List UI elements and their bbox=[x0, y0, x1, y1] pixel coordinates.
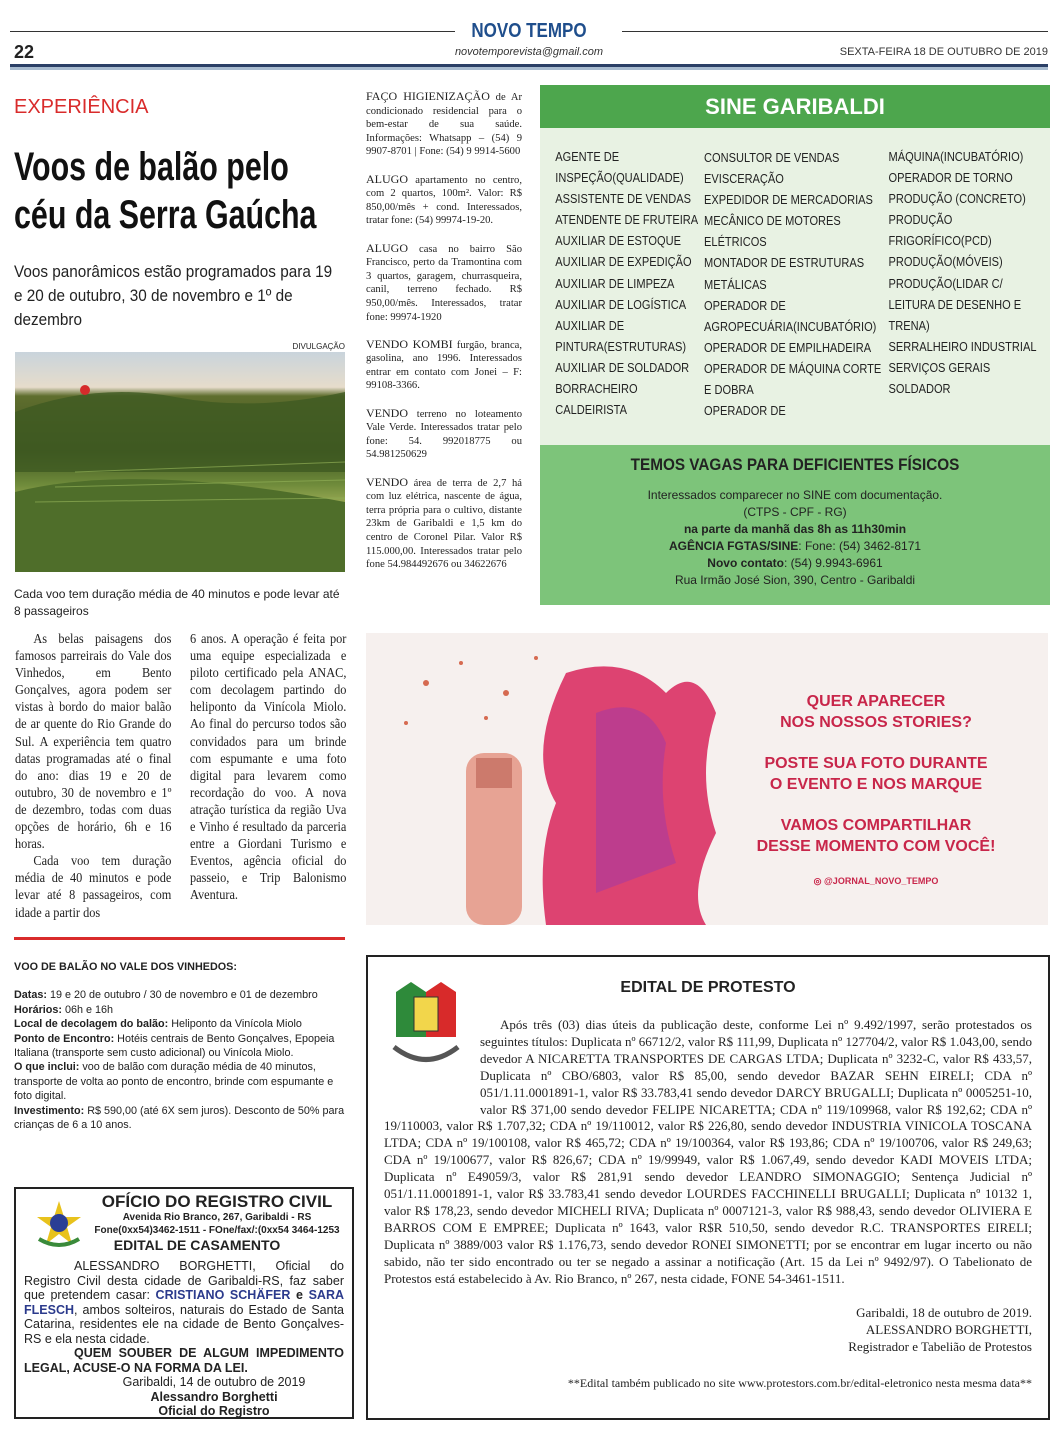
job-listing: OPERADOR DE EMPILHADEIRA bbox=[704, 339, 872, 355]
job-listing: AUXILIAR DE LIMPEZA bbox=[555, 275, 675, 291]
conjunction: e bbox=[290, 1288, 309, 1302]
job-listing: CALDEIRISTA bbox=[555, 402, 627, 418]
classified-text: terreno no loteamento Vale Verde. Interessados tratar pelo fone: 54. 992018775 ou 54.981250629 bbox=[366, 408, 522, 461]
classified-ad bbox=[366, 242, 522, 325]
pcd-docs: (CTPS - CPF - RG) bbox=[743, 505, 847, 519]
job-listing: ASSISTENTE DE VENDAS bbox=[555, 191, 692, 207]
job-listing: E DOBRA bbox=[704, 382, 754, 398]
stories-advertisement[interactable] bbox=[366, 633, 1048, 925]
contact-phone: : (54) 9.9943-6961 bbox=[783, 556, 883, 570]
info-item bbox=[14, 1017, 349, 1031]
job-listing: PINTURA(ESTRUTURAS) bbox=[555, 338, 687, 354]
classified-lead: ALUGO bbox=[366, 171, 408, 186]
info-value: Heliponto da Vinícola Miolo bbox=[168, 1018, 302, 1031]
edital-title: EDITAL DE PROTESTO bbox=[620, 979, 796, 996]
job-listing: SERVIÇOS GERAIS bbox=[888, 359, 991, 375]
edital-protesto-notice bbox=[366, 955, 1050, 1420]
notice-text: ALESSANDRO BORGHETTI, Oficial do Registro Civil desta cidade de Garibaldi-RS, faz saber que pretendem casar: bbox=[24, 1259, 344, 1302]
job-listing: OPERADOR DE bbox=[704, 403, 786, 419]
vineyard-photo bbox=[15, 352, 345, 572]
classified-lead: VENDO bbox=[366, 405, 408, 420]
classified-ad bbox=[366, 407, 522, 462]
article-paragraph: 6 anos. A operação é feita por uma equipe especializada e piloto certificado pela ANAC, com decolagem partindo do heliponto da Vinícola Miolo. Ao final do percurso todos são convidados para um brinde com espumante e uma foto digital para levarem como recordação do voo. A nova atração turística da região Uva e Vinho é resultado da parceria entre a Giordani Turismo e Eventos, agência oficial do passeio, e Trip Balonismo Aventura. bbox=[190, 631, 347, 903]
job-listing: INSPEÇÃO(QUALIDADE) bbox=[555, 170, 684, 186]
classified-lead: ALUGO bbox=[366, 240, 408, 255]
job-listing: AUXILIAR DE LOGÍSTICA bbox=[555, 296, 687, 312]
jobs-column-1 bbox=[555, 146, 704, 421]
ad-line: O EVENTO E NOS MARQUE bbox=[769, 776, 983, 793]
edital-signer: ALESSANDRO BORGHETTI, bbox=[865, 1321, 1032, 1337]
info-label: Local de decolagem do balão: bbox=[14, 1018, 169, 1031]
info-label: O que inclui: bbox=[14, 1061, 80, 1074]
notice-subtitle: EDITAL DE CASAMENTO bbox=[113, 1237, 281, 1253]
job-listing: METÁLICAS bbox=[704, 276, 767, 292]
info-label: Horários: bbox=[14, 1003, 62, 1016]
classified-text: furgão, branca, gasolina, ano 1996. Interessados entrar em contato com Jonei – F: 99108-3366. bbox=[366, 339, 523, 392]
job-listing: FRIGORÍFICO(PCD) bbox=[888, 233, 992, 249]
divider bbox=[14, 937, 345, 940]
info-value: R$ 590,00 (até 6X sem juros). Desconto de 50% para crianças de 6 a 10 anos. bbox=[14, 1104, 345, 1132]
article-headline: Voos de balão pelo céu da Serra Gaúcha bbox=[14, 145, 317, 237]
photo-credit: DIVULGAÇÃO bbox=[292, 342, 345, 351]
notice-title: OFÍCIO DO REGISTRO CIVIL bbox=[101, 1192, 333, 1211]
job-listing: TRENA) bbox=[888, 317, 930, 333]
article-paragraph: As belas paisagens dos famosos parreirais do Vale dos Vinhedos, em Bento Gonçalves, agora podem ser vistas à bordo do maior balão de ar quente do Rio Grande do Sul. A experiência tem quatro datas programadas até o final do ano: dias 19 e 20 de outubro, 30 de novembro e 1º de dezembro, todas com duas opções de horário, 6h e 16 horas. bbox=[15, 631, 172, 852]
job-listing: PRODUÇÃO bbox=[888, 212, 953, 228]
ad-line: VAMOS COMPARTILHAR bbox=[780, 817, 972, 834]
sine-title: SINE GARIBALDI bbox=[540, 85, 1050, 128]
article-subtitle: Voos panorâmicos estão programados para 19 e 20 de outubro, 30 de novembro e 1º de dezembro bbox=[14, 262, 333, 329]
contact-line bbox=[540, 555, 1050, 572]
edital-body-wrap bbox=[384, 1017, 1032, 1391]
job-listing: MÁQUINA(INCUBATÓRIO) bbox=[888, 149, 1024, 164]
job-listing: ELÉTRICOS bbox=[704, 234, 767, 250]
section-kicker: EXPERIÊNCIA bbox=[14, 96, 149, 118]
info-item bbox=[14, 1060, 349, 1103]
info-value: 06h e 16h bbox=[62, 1003, 114, 1016]
classified-lead: VENDO KOMBI bbox=[366, 336, 453, 351]
job-listing: MONTADOR DE ESTRUTURAS bbox=[704, 255, 865, 271]
info-item bbox=[14, 1104, 349, 1133]
header-rule-right bbox=[622, 31, 1048, 32]
info-label: Investimento: bbox=[14, 1104, 85, 1117]
job-listing: CONSULTOR DE VENDAS bbox=[704, 150, 840, 165]
job-listing: EXPEDIDOR DE MERCADORIAS bbox=[704, 192, 873, 208]
ad-line: POSTE SUA FOTO DURANTE bbox=[764, 755, 988, 772]
classifieds-column bbox=[366, 90, 522, 585]
classified-text: área de terra de 2,7 há com luz elétrica, nascente de água, terra própria para o cultivo, distante 23km de Garibaldi e 1,5 km do centro de Coronel Pilar. Valor R$ 115.000,00. Interessados tratar pelo fone 54.984492676 ou 34622676 bbox=[366, 477, 522, 571]
pcd-line: Interessados comparecer no SINE com documentação. bbox=[647, 488, 943, 502]
job-listing: LEITURA DE DESENHO E bbox=[888, 296, 1022, 312]
ad-line: NOS NOSSOS STORIES? bbox=[780, 714, 972, 731]
jobs-column-3 bbox=[889, 146, 1037, 421]
header-bar-light bbox=[10, 67, 1048, 70]
contact-label: Novo contato bbox=[707, 556, 784, 570]
info-item bbox=[14, 1032, 349, 1061]
job-listing: SOLDADOR bbox=[888, 381, 951, 397]
classified-text: casa no bairro São Francisco, perto da Tramontina com 3 quartos, garagem, churrasqueira, canil, terreno fechado. R$ 950,00/mês. Interessados, tratar fone: 99974-1920 bbox=[366, 243, 522, 323]
job-listing: SERRALHEIRO INDUSTRIAL bbox=[888, 338, 1037, 354]
contact-email[interactable]: novotemporevista@gmail.com bbox=[454, 46, 604, 58]
job-listing: OPERADOR DE TORNO bbox=[888, 170, 1013, 186]
info-value: voo de balão com duração média de 40 minutos, transporte de volta ao ponto de encontro, brinde com espumante e foto digital. bbox=[14, 1061, 334, 1103]
job-listing: OPERADOR DE MÁQUINA CORTE bbox=[704, 360, 882, 376]
job-listing: OPERADOR DE bbox=[704, 297, 786, 313]
edital-date: Garibaldi, 18 de outubro de 2019. bbox=[856, 1304, 1032, 1320]
info-label: Ponto de Encontro: bbox=[14, 1032, 115, 1045]
pcd-section bbox=[540, 445, 1050, 605]
article-column-2 bbox=[190, 630, 346, 904]
edital-role: Registrador e Tabelião de Protestos bbox=[848, 1338, 1032, 1354]
classified-ad bbox=[366, 476, 522, 572]
job-listing: AUXILIAR DE SOLDADOR bbox=[555, 359, 690, 375]
balloon-landscape-illustration bbox=[15, 352, 345, 572]
notice-role: Oficial do Registro bbox=[158, 1404, 270, 1418]
classified-lead: VENDO bbox=[366, 474, 408, 489]
newspaper-brand: NOVO TEMPO bbox=[471, 20, 587, 42]
pcd-hours: na parte da manhã das 8h as 11h30min bbox=[683, 522, 907, 536]
notice-text: , ambos solteiros, naturais do Estado de Santa Catarina, residentes ele na cidade de Bento Gonçalves-RS e ela nesta cidade. bbox=[24, 1302, 344, 1346]
agency-phone: : Fone: (54) 3462-8171 bbox=[798, 539, 922, 553]
job-listing: BORRACHEIRO bbox=[555, 381, 638, 397]
job-listing: EVISCERAÇÃO bbox=[704, 171, 784, 187]
jobs-column-2 bbox=[704, 147, 888, 421]
article-column-1 bbox=[15, 630, 171, 921]
pcd-title: TEMOS VAGAS PARA DEFICIENTES FÍSICOS bbox=[630, 455, 960, 474]
agency-phone-line bbox=[540, 538, 1050, 555]
job-listing: AUXILIAR DE ESTOQUE bbox=[555, 233, 681, 249]
job-listing: PRODUÇÃO(MÓVEIS) bbox=[888, 254, 1003, 270]
bride-name: SARA FLESCH bbox=[24, 1288, 344, 1317]
job-listing: AUXILIAR DE bbox=[555, 317, 625, 333]
notice-body bbox=[24, 1259, 344, 1346]
article-paragraph: Cada voo tem duração média de 40 minutos e pode levar até 8 passageiros, com idade a partir dos bbox=[15, 853, 172, 920]
sine-jobs-box bbox=[540, 85, 1050, 605]
instagram-icon: ◎ bbox=[813, 876, 825, 886]
classified-ad bbox=[366, 90, 522, 159]
info-label: Datas: bbox=[14, 989, 48, 1002]
page-number: 22 bbox=[14, 42, 35, 62]
registro-civil-notice bbox=[14, 1187, 354, 1419]
groom-name: CRISTIANO SCHÄFER bbox=[155, 1288, 291, 1302]
info-value: 19 e 20 de outubro / 30 de novembro e 01 de dezembro bbox=[47, 989, 318, 1002]
job-listing: AGROPECUÁRIA(INCUBATÓRIO) bbox=[704, 318, 877, 334]
sine-address: Rua Irmão José Sion, 390, Centro - Garibaldi bbox=[674, 573, 916, 587]
info-box bbox=[14, 960, 349, 1132]
classified-text: apartamento no centro, com 2 quartos, 100m². Valor: R$ 850,00/mês + cond. Interessados, tratar fone: (54) 99974-19-20. bbox=[366, 174, 522, 227]
edital-footnote: **Edital também publicado no site www.protestors.com.br/edital-eletronico nesta mesma data** bbox=[567, 1375, 1032, 1390]
job-listing: PRODUÇÃO (CONCRETO) bbox=[888, 191, 1026, 207]
job-listing: PRODUÇÃO(LIDAR C/ bbox=[888, 275, 1003, 291]
job-listing: AUXILIAR DE EXPEDIÇÃO bbox=[555, 254, 692, 270]
notice-date: Garibaldi, 14 de outubro de 2019 bbox=[122, 1375, 306, 1389]
notice-warning: QUEM SOUBER DE ALGUM IMPEDIMENTO LEGAL, ACUSE-O NA FORMA DA LEI. bbox=[24, 1346, 344, 1375]
job-listing: MECÂNICO DE MOTORES bbox=[704, 213, 841, 229]
info-value: Hotéis centrais de Bento Gonçalves, Epopeia Italiana (transporte sem custo adicional) ou Vinícola Miolo. bbox=[14, 1032, 335, 1060]
info-title: VOO DE BALÃO NO VALE DOS VINHEDOS: bbox=[14, 961, 237, 973]
notice-signer: Alessandro Borghetti bbox=[150, 1389, 278, 1404]
ad-line: QUER APARECER bbox=[806, 693, 946, 710]
balloon-icon bbox=[80, 385, 90, 395]
header-rule-left bbox=[10, 31, 455, 32]
instagram-handle[interactable]: @JORNAL_NOVO_TEMPO bbox=[824, 876, 939, 886]
ad-line: DESSE MOMENTO COM VOCÊ! bbox=[756, 838, 996, 855]
info-item bbox=[14, 988, 349, 1002]
job-listing: AGENTE DE bbox=[555, 149, 620, 164]
info-item bbox=[14, 1003, 349, 1017]
notice-address: Avenida Rio Branco, 267, Garibaldi - RS bbox=[122, 1212, 312, 1223]
edition-date: SEXTA-FEIRA 18 DE OUTUBRO DE 2019 bbox=[839, 46, 1048, 58]
notice-phone: Fone(0xx54)3462-1511 - FOne/fax/:(0xx54 3464-1253 bbox=[94, 1225, 340, 1236]
classified-ad bbox=[366, 173, 522, 228]
classified-ad bbox=[366, 338, 522, 393]
edital-body: Após três (03) dias úteis da publicação deste, conforme Lei nº 9.492/1997, serão protestados os seguintes títulos: Duplicata nº 66712/2, valor R$ 111,99, Duplicata nº 127704/2, valor R$ 1.043,00, sendo devedor A NICARETTA TRANSPORTES DE CARGAS LTDA; Duplicata nº 3232-C, valor R$ 433,57, Duplicata nº CBO/6803, valor R$ 85,00, sendo devedor BAZAR SEHN EIRELI; CDA nº 051/1.11.0001891-1, valor R$ 33.783,41 sendo devedor DARCY BRUGALLI; Duplicata nº 0005251-10, valor R$ 371,00 sendo devedor FELIPE NICARETTA; CDA nº 119/109968, valor R$ 192,62; CDA nº 19/110003, valor R$ 1.707,32; CDA nº 19/110012, valor R$ 226,80, sendo devedor INDUSTRIA VINICOLA TOSCANA LTDA; CDA nº 19/100108, valor R$ 465,72; CDA nº 19/100364, valor R$ 193,86; CDA nº 19/100706, valor R$ 249,63; CDA nº 19/100677, valor R$ 826,67; CDA nº 19/99949, valor R$ 1.067,49, sendo devedor KADI MOVEIS LTDA; Duplicata nº E49059/3, valor R$ 281,91 sendo devedor LEANDRO SIMONAGGIO; Sentença Judicial nº 051/1.11.0001891-1, valor R$ 33.783,41 sendo devedor LOURDES FACCHINELLI BRUGALLI; Duplicata nº 10132 1, valor R$ 178,23, sendo devedor MICHELI RIVA; Duplicata nº 0007121-3, valor R$ 988,43, sendo devedor OLIVIERA E BARROS COM E EMPREE; Duplicata nº 1643, valor R$R 510,50, sendo devedor R.C. TRANSPORTES EIRELI; Duplicata nº 3889/003 valor R$ 1.176,73, sendo devedor RONEI SIMONETTI; por se encontrar em lugar incerto ou não sabido, não ter sido encontrado ou ter se negado a assinar a notificação (Art. 15 da Lei nº 9492/97). O Tabelionato de Protestos está estabelecido à Av. Rio Branco, nº 267, nesta cidade, FONE 54-3461-1511. bbox=[384, 1017, 1032, 1286]
classified-text: de Ar condicionado residencial para o bem-estar de sua saúde. Informações: Whatsapp – (54) 9 9907-8701 | Fone: (54) 9 9914-5600 bbox=[366, 92, 522, 158]
job-listing: ATENDENTE DE FRUTEIRA bbox=[555, 212, 699, 228]
photo-caption: Cada voo tem duração média de 40 minutos e pode levar até 8 passageiros bbox=[14, 587, 340, 618]
classified-lead: FAÇO HIGIENIZAÇÃO bbox=[366, 89, 490, 103]
agency-label: AGÊNCIA FGTAS/SINE bbox=[668, 539, 799, 553]
